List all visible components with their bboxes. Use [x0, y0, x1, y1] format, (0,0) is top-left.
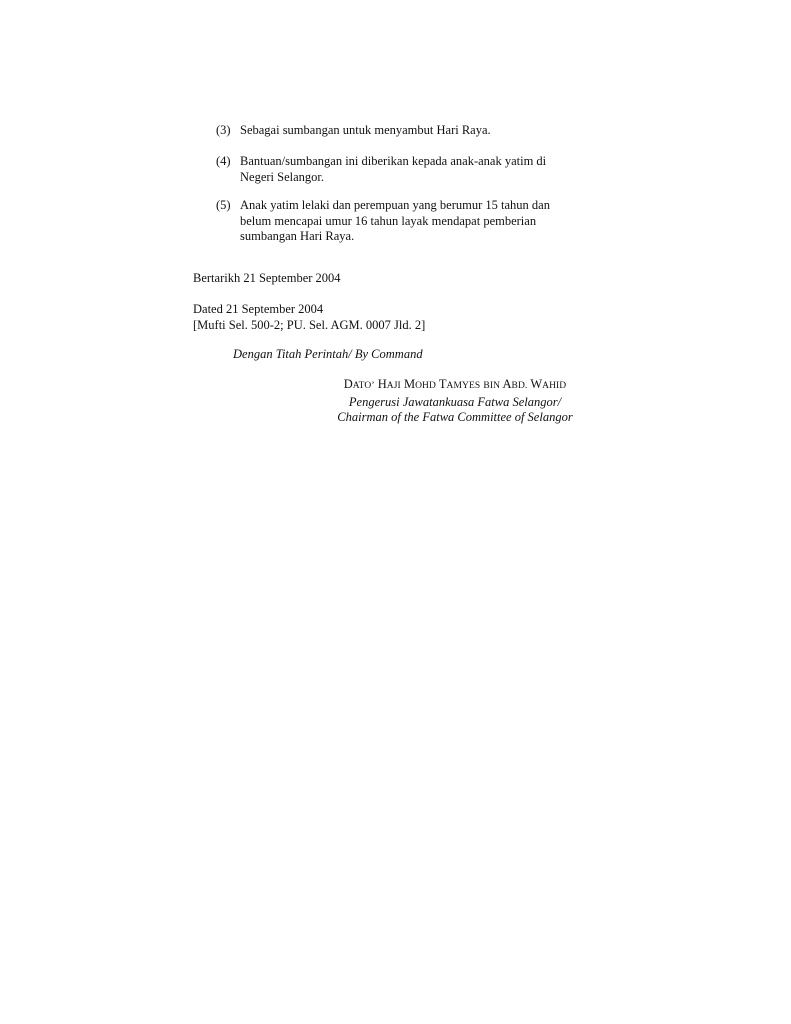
item-text [240, 154, 570, 185]
name-initial: A [502, 377, 512, 391]
name-small-caps: BIN [483, 381, 501, 391]
item-number: (4) [216, 154, 231, 168]
signatory-title-malay: Pengerusi Jawatankuasa Fatwa Selangor/ [348, 394, 562, 409]
date-english: Dated 21 September 2004 [193, 302, 324, 316]
item-text-line: Negeri Selangor. [240, 169, 325, 184]
item-text [240, 123, 570, 139]
command-line: Dengan Titah Perintah/ By Command [233, 347, 423, 361]
name-initial: D [343, 377, 353, 391]
name-initial: W [530, 377, 543, 391]
name-small-caps: AHID [542, 381, 567, 391]
item-text-line: Sebagai sumbangan untuk menyambut Hari Raya. [240, 123, 491, 137]
item-text-line: Anak yatim lelaki dan perempuan yang berumur 15 tahun dan [240, 198, 550, 212]
name-initial: H [377, 377, 387, 391]
item-text-line: sumbangan Hari Raya. [240, 229, 355, 243]
date-malay: Bertarikh 21 September 2004 [193, 271, 341, 285]
name-initial: T [438, 377, 447, 391]
reference-number: [Mufti Sel. 500-2; PU. Sel. AGM. 0007 Jld. 2] [193, 318, 426, 332]
item-number: (3) [216, 123, 231, 137]
name-small-caps: OHD [415, 381, 436, 391]
item-text-line: Bantuan/sumbangan ini diberikan kepada anak-anak yatim di [240, 154, 547, 168]
item-text-line: belum mencapai umur 16 tahun layak mendapat pemberian [240, 213, 537, 228]
name-small-caps: AJI [386, 381, 401, 391]
name-small-caps: BD. [511, 381, 528, 391]
signature-block [330, 377, 580, 426]
name-small-caps: AMYES [446, 381, 481, 391]
signatory-title-english: Chairman of the Fatwa Committee of Selangor [337, 410, 573, 424]
name-small-caps: ATO’ [352, 381, 375, 391]
signatory-name [330, 377, 580, 395]
item-text [240, 198, 570, 245]
name-initial: M [403, 377, 416, 391]
item-number: (5) [216, 198, 231, 212]
